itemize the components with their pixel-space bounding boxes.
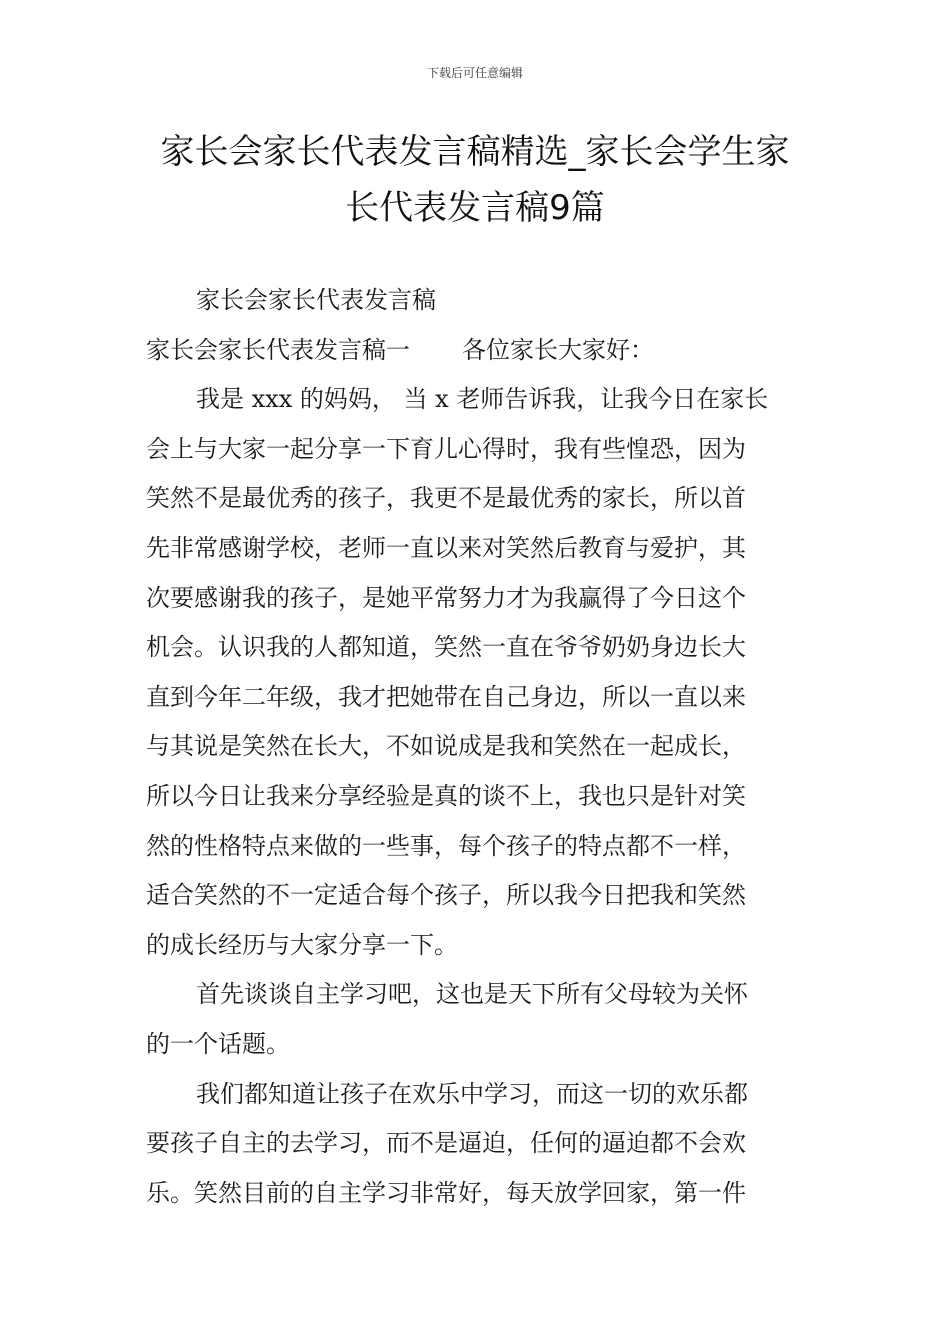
- paragraph-line: 笑然不是最优秀的孩子，我更不是最优秀的家长，所以首: [146, 484, 746, 513]
- paragraph-line: 次要感谢我的孩子，是她平常努力才为我赢得了今日这个: [146, 583, 746, 612]
- paragraph-line: 首先谈谈自主学习吧，这也是天下所有父母较为关怀: [196, 980, 748, 1009]
- paragraph-line: 机会。认识我的人都知道，笑然一直在爷爷奶奶身边长大: [146, 633, 746, 662]
- title-line-2: 长代表发言稿9篇: [345, 188, 605, 228]
- paragraph-line: 我是 xxx 的妈妈， 当 x 老师告诉我，让我今日在家长: [196, 385, 769, 414]
- title-line-1: 家长会家长代表发言稿精选_家长会学生家: [160, 132, 790, 172]
- paragraph-line: 适合笑然的不一定适合每个孩子，所以我今日把我和笑然: [146, 881, 746, 910]
- paragraph-line: 的成长经历与大家分享一下。: [146, 930, 458, 959]
- section-heading-line: [146, 326, 812, 376]
- paragraph-line: 的一个话题。: [146, 1029, 290, 1058]
- greeting: 各位家长大家好：: [462, 335, 654, 364]
- paragraph-line: 然的性格特点来做的一些事，每个孩子的特点都不一样，: [146, 831, 746, 860]
- paragraph-line: 先非常感谢学校，老师一直以来对笑然后教育与爱护，其: [146, 533, 746, 562]
- paragraph-line: 会上与大家一起分享一下育儿心得时，我有些惶恐，因为: [146, 434, 746, 463]
- paragraph-line: 要孩子自主的去学习，而不是逼迫，任何的逼迫都不会欢: [146, 1129, 746, 1158]
- header-note: 下载后可任意编辑: [426, 66, 523, 80]
- paragraph-line: 所以今日让我来分享经验是真的谈不上，我也只是针对笑: [146, 781, 746, 810]
- document-title: [120, 124, 830, 236]
- document-body: [146, 276, 812, 1218]
- paragraph-line: 我们都知道让孩子在欢乐中学习，而这一切的欢乐都: [196, 1079, 748, 1108]
- paragraph-line: 与其说是笑然在长大，不如说成是我和笑然在一起成长，: [146, 732, 746, 761]
- subtitle: 家长会家长代表发言稿: [196, 286, 436, 314]
- section-label: 家长会家长代表发言稿一: [146, 335, 410, 364]
- paragraph-line: 直到今年二年级，我才把她带在自己身边，所以一直以来: [146, 682, 746, 711]
- paragraph-line: 乐。笑然目前的自主学习非常好，每天放学回家，第一件: [146, 1178, 746, 1207]
